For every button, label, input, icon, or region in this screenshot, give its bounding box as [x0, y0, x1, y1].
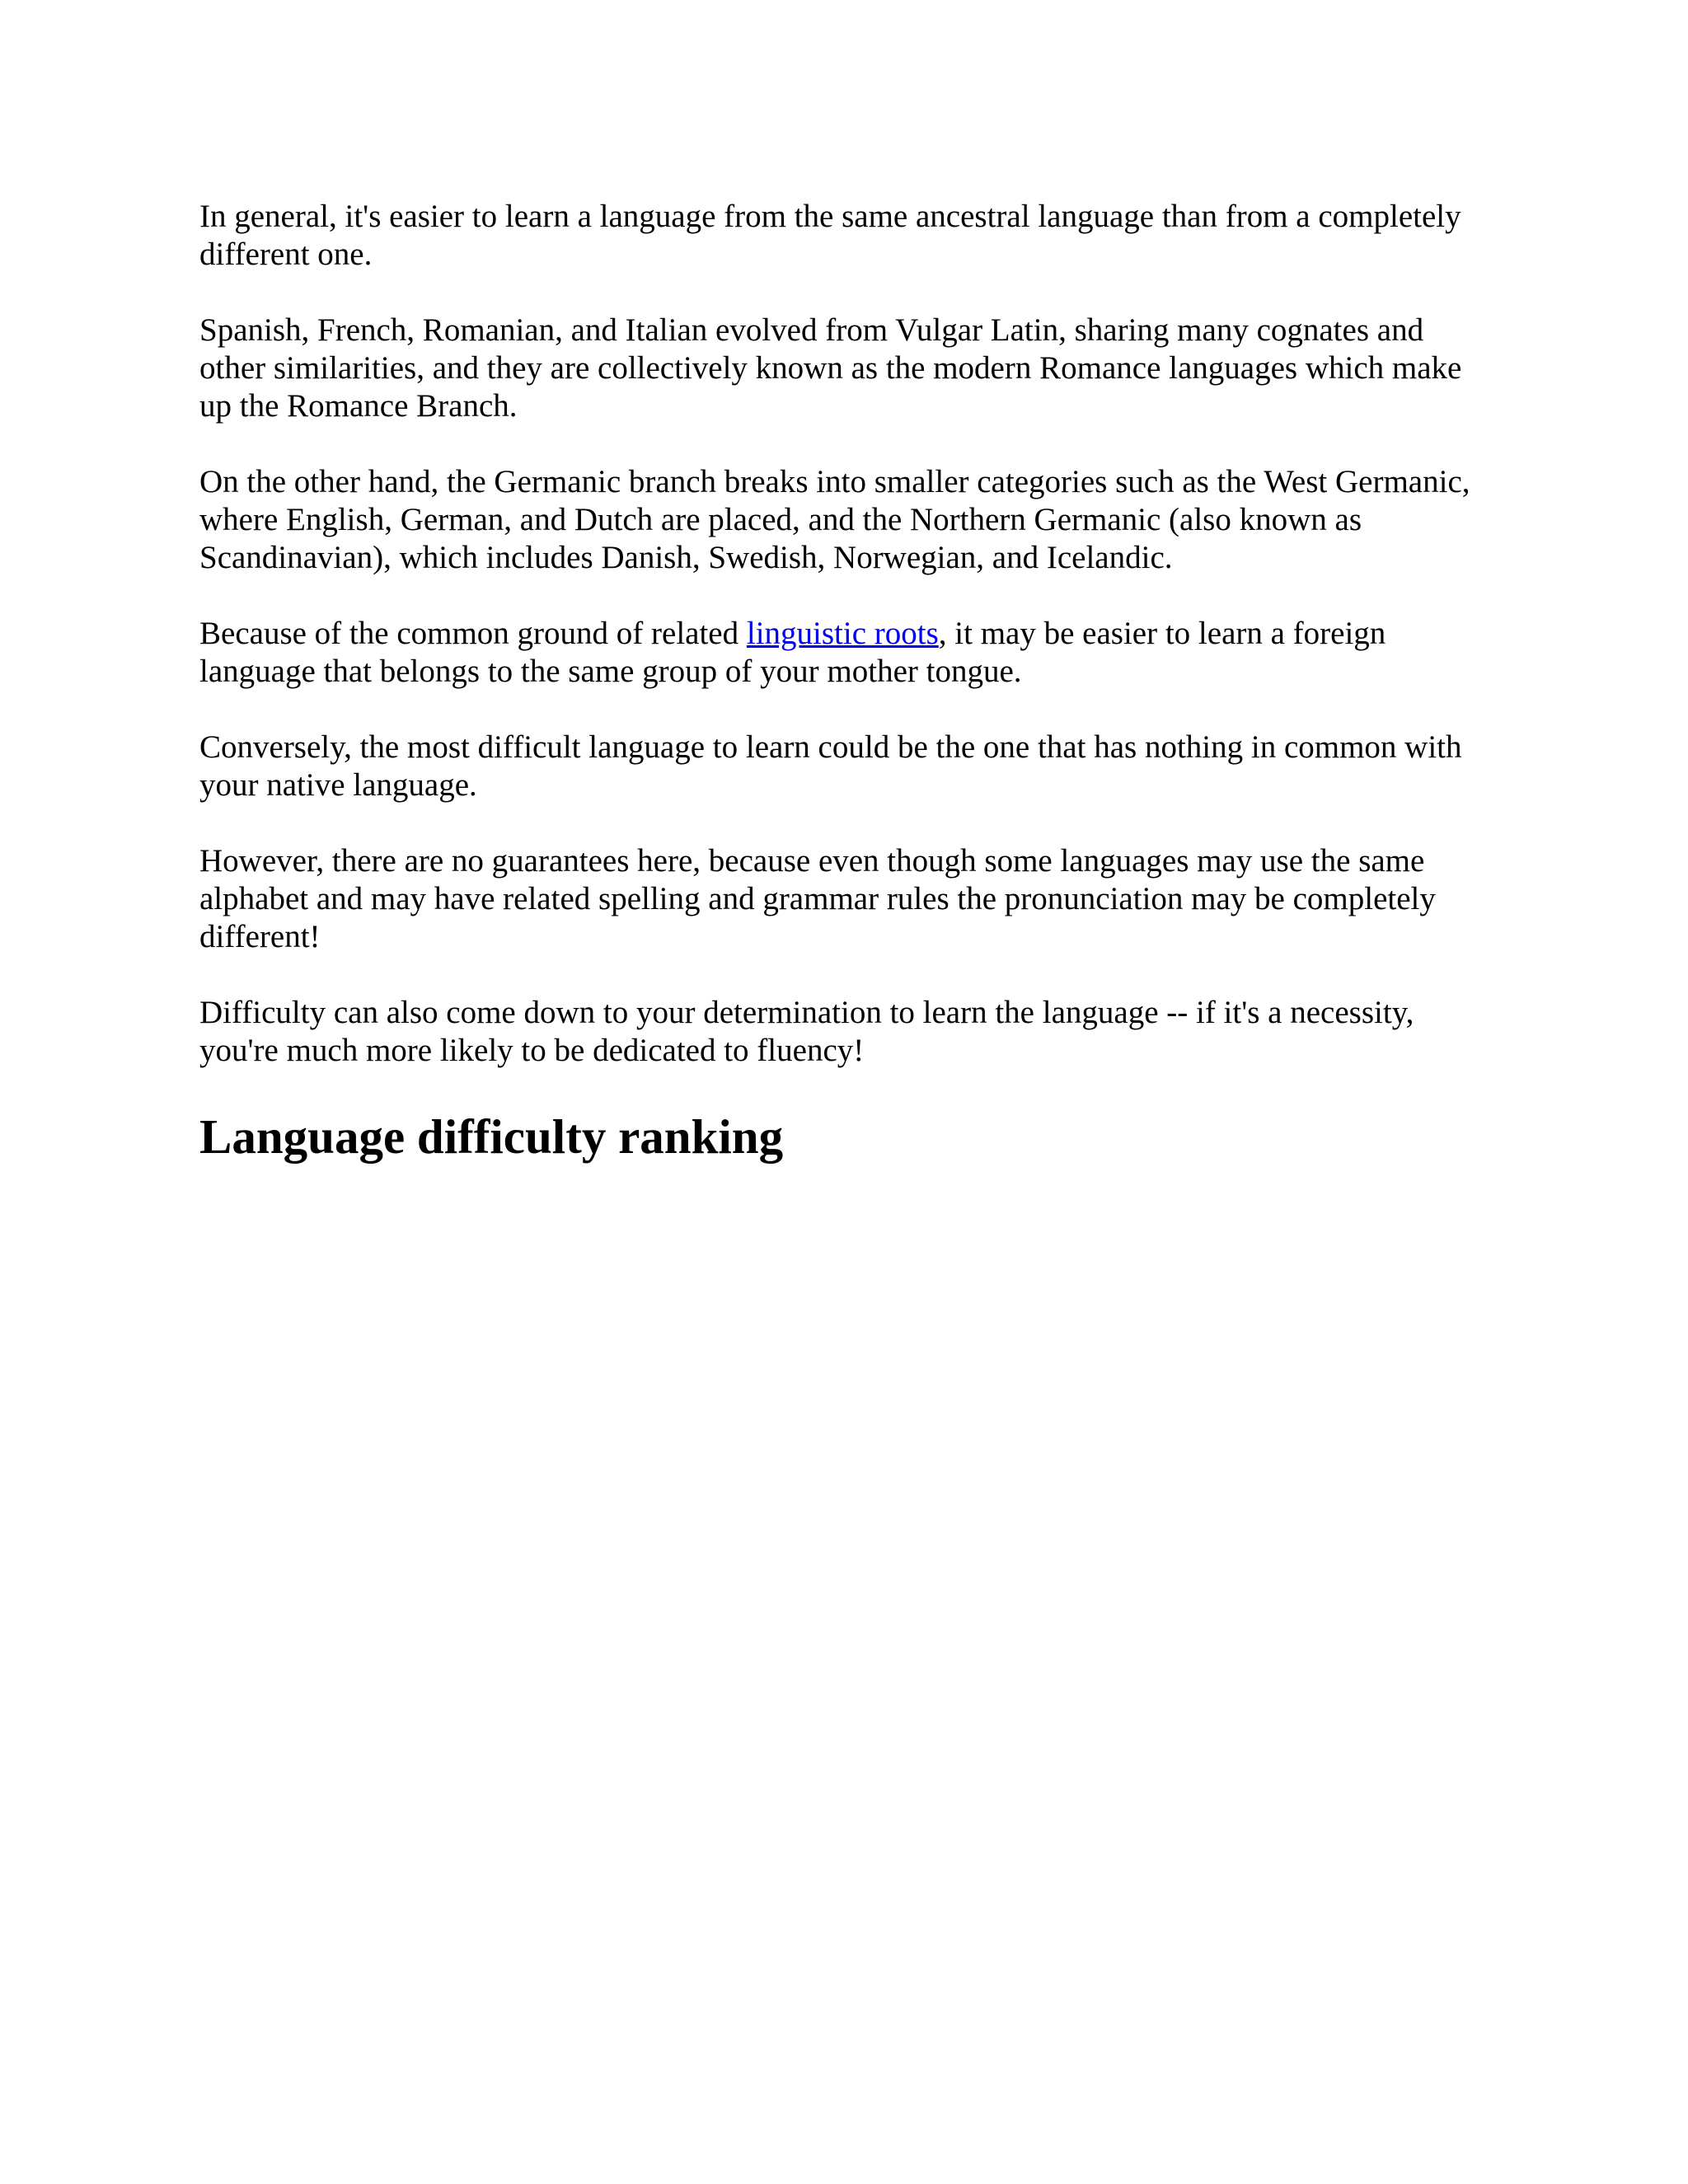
paragraph-most-difficult-language: Conversely, the most difficult language to learn could be the one that has nothing in common with your native language. [199, 729, 1462, 803]
paragraph-no-guarantees: However, there are no guarantees here, because even though some languages may use the same alphabet and may have related spelling and grammar rules the pronunciation may be completely different! [199, 843, 1436, 954]
paragraph-linguistic-roots-text-before: Because of the common ground of related [199, 616, 747, 651]
paragraph-linguistic-roots [199, 615, 1493, 691]
paragraph-romance-branch: Spanish, French, Romanian, and Italian evolved from Vulgar Latin, sharing many cognates and other similarities, and they are collectively known as the modern Romance languages which make up the Romance Branch. [199, 312, 1462, 424]
linguistic-roots-link[interactable]: linguistic roots [746, 616, 939, 651]
paragraph-linguistic-roots-text-after: , it may be easier to learn a foreign language that belongs to the same group of your mother tongue. [199, 616, 1386, 689]
paragraph-determination: Difficulty can also come down to your determination to learn the language -- if it's a necessity, you're much more likely to be dedicated to fluency! [199, 995, 1414, 1068]
section-heading-language-difficulty-ranking: Language difficulty ranking [199, 1109, 784, 1164]
article-body [199, 198, 1493, 1165]
paragraph-ancestral-language: In general, it's easier to learn a language from the same ancestral language than from a completely different one. [199, 199, 1461, 272]
paragraph-germanic-branch: On the other hand, the Germanic branch breaks into smaller categories such as the West Germanic, where English, German, and Dutch are placed, and the Northern Germanic (also known as Scandinavian), which includes Danish, Swedish, Norwegian, and Icelandic. [199, 464, 1470, 575]
